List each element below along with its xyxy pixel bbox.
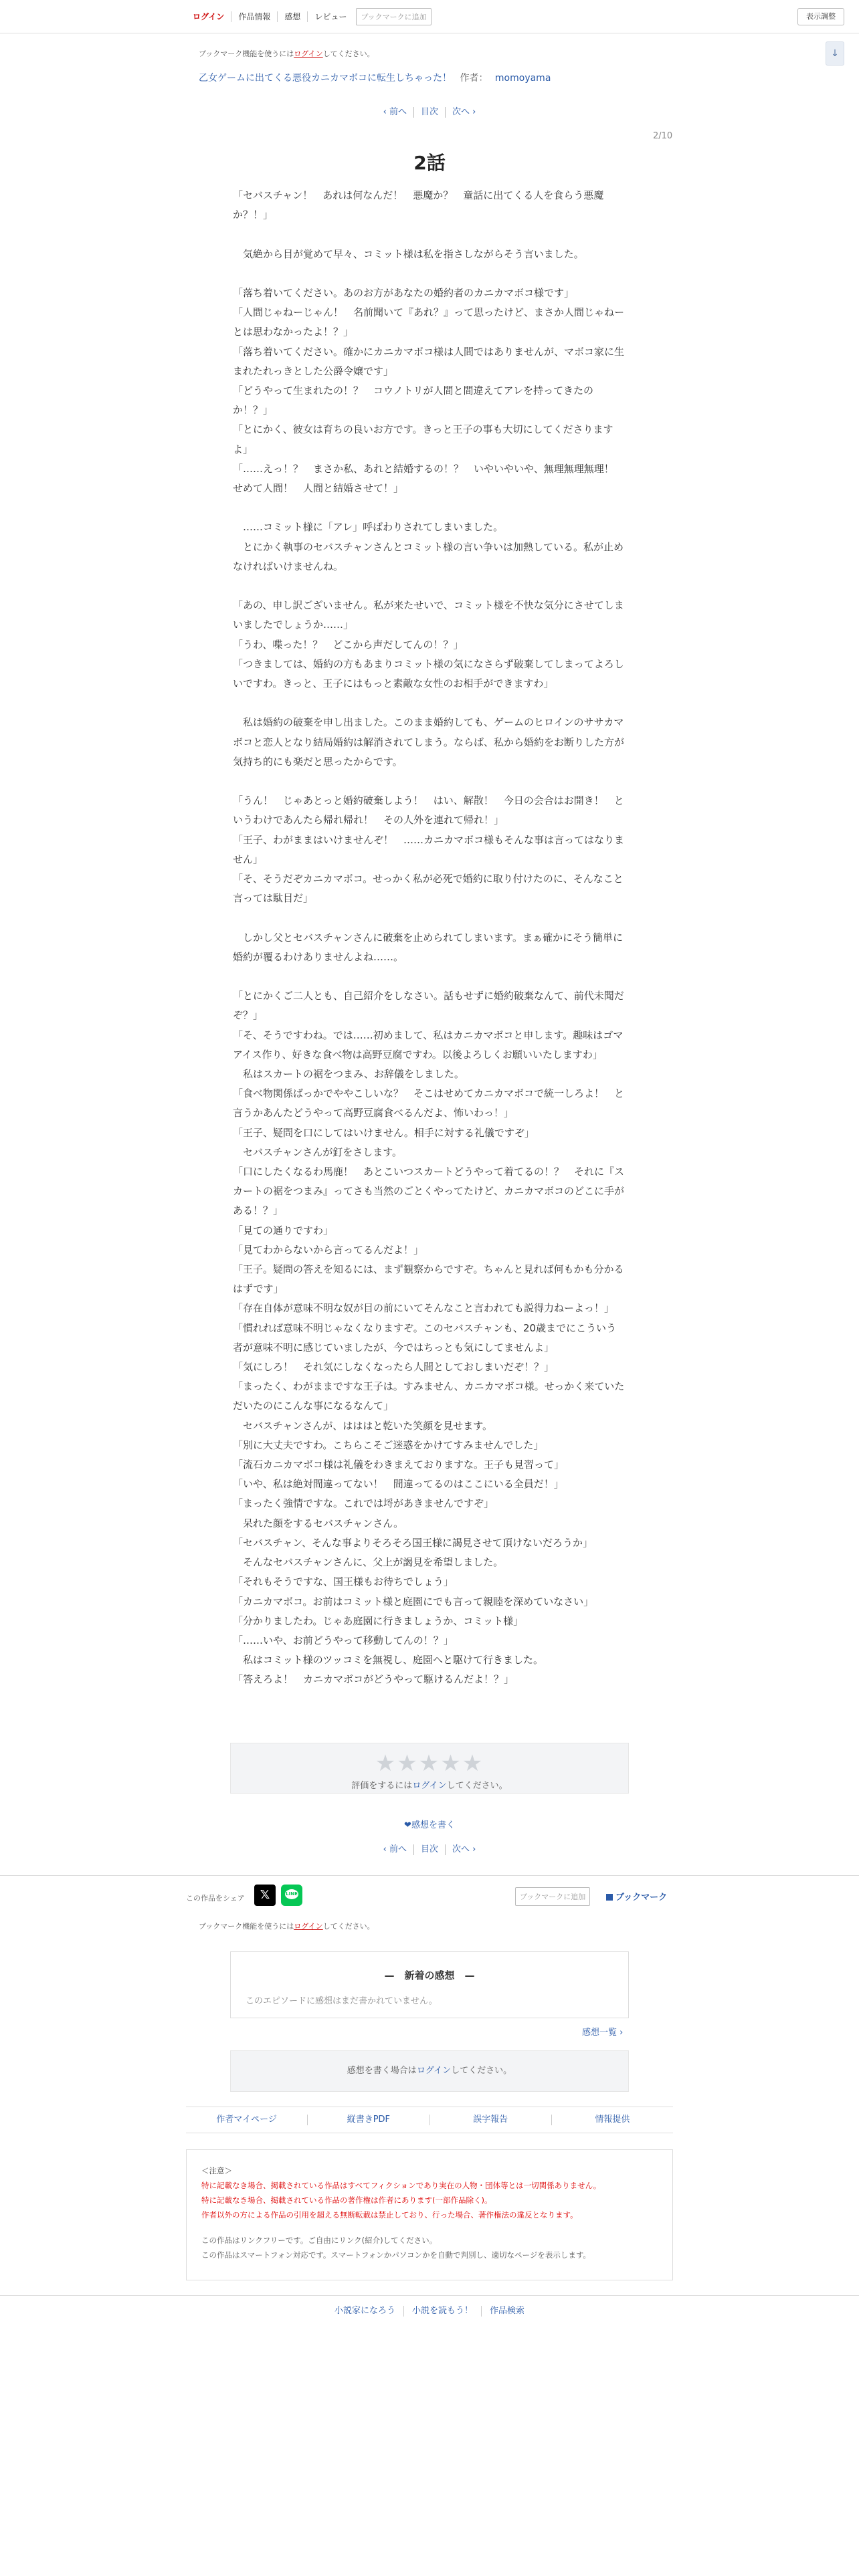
bookmark-notice <box>199 48 375 59</box>
caution-title: ＜注意＞ <box>201 2166 232 2175</box>
rating-note <box>231 1778 628 1791</box>
body-paragraph: 「流石カニカマボコ様は礼儀をわきまえておりますな。王子も見習って」 <box>233 1459 565 1471</box>
bookmark-add-button[interactable]: ブックマークに追加 <box>356 8 431 25</box>
divider <box>0 1875 859 1876</box>
bookmark-icon <box>606 1894 613 1901</box>
body-paragraph <box>233 264 626 284</box>
body-paragraph: 「見てわからないから言ってるんだよ！」 <box>233 1243 424 1256</box>
info-report-link[interactable]: 情報提供 <box>595 2115 630 2125</box>
body-paragraph: 「王子、疑問を口にしてはいけません。相手に対する礼儀ですぞ」 <box>233 1126 535 1139</box>
body-paragraph: 呆れた顔をするセバスチャンさん。 <box>233 1517 404 1529</box>
author-mypage-link[interactable]: 作者マイページ <box>186 2115 308 2125</box>
prev-link[interactable]: ‹ 前へ <box>377 1844 414 1855</box>
bookmark-add-button-bottom[interactable]: ブックマークに追加 <box>515 1887 590 1906</box>
body-paragraph: 「どうやって生まれたの！？ コウノトリが人間と間違えてアレを持ってきたのか！？」 <box>233 385 593 417</box>
body-paragraph <box>233 967 626 986</box>
bookmark-link-label: ブックマーク <box>615 1893 668 1903</box>
rating-box <box>230 1743 629 1794</box>
impression-login-suffix: してください。 <box>451 2066 512 2076</box>
body-paragraph: セバスチャンさんが、はははと乾いた笑顔を見せます。 <box>233 1419 493 1432</box>
footer-link-search[interactable]: 作品検索 <box>490 2306 525 2316</box>
series-title-link[interactable]: 乙女ゲームに出てくる悪役カニカマボコに転生しちゃった！ <box>199 73 452 84</box>
body-paragraph: 「うん！ じゃあとっと婚約破棄しよう！ はい、解散！ 今日の会合はお開き！ というわけであんたら帰れ帰れ！ その人外を連れて帰れ！」 <box>233 794 624 827</box>
body-paragraph: そんなセバスチャンさんに、父上が謁見を希望しました。 <box>233 1556 504 1569</box>
body-paragraph: 「まったく、わがままですな王子は。すみません、カニカマボコ様。せっかく来ていただいたのにこんな事になるなんて」 <box>233 1380 625 1412</box>
nav-work-info[interactable]: 作品情報 <box>231 11 278 22</box>
caution-line: この作品はスマートフォン対応です。スマートフォンかパソコンかを自動で判別し、適切なページを表示します。 <box>201 2250 591 2260</box>
body-paragraph: 「存在自体が意味不明な奴が目の前にいてそんなこと言われても説得力ねーよっ！」 <box>233 1302 615 1315</box>
body-paragraph: 「つきましては、婚約の方もあまりコミット様の気になさらず破棄してしまってよろしいですわ。きっと、王子にはもっと素敵な女性のお相手ができますわ」 <box>233 657 624 690</box>
vertical-pdf-link[interactable]: 縦書きPDF <box>308 2115 430 2125</box>
arrow-down-icon[interactable]: ↓ <box>826 41 844 66</box>
body-paragraph: 「落ち着いてください。あのお方があなたの婚約者のカニカマボコ様です」 <box>233 286 575 299</box>
body-paragraph <box>233 908 626 928</box>
bookmark-notice-suffix: してください。 <box>322 1922 375 1931</box>
body-paragraph: しかし父とセバスチャンさんに破棄を止められてしまいます。まぁ確かにそう簡単に婚約が覆るわけありませんよね……。 <box>233 931 624 963</box>
write-impression-link[interactable]: ❤感想を書く <box>404 1820 455 1830</box>
header-nav <box>186 8 432 25</box>
caution-line: 作者以外の方による作品の引用を超える無断転載は禁止しており、行った場合、著作権法の違反となります。 <box>201 2210 578 2220</box>
body-paragraph <box>233 576 626 596</box>
body-paragraph: 「うわ、喋った！？ どこから声だしてんの！？」 <box>233 638 464 651</box>
caution-line: 特に記載なき場合、掲載されている作品の著作権は作者にあります(一部作品除く)。 <box>201 2195 492 2205</box>
body-paragraph: 「王子、わがままはいけませんぞ！ ……カニカマボコ様もそんな事は言ってはなりません」 <box>233 833 625 865</box>
body-paragraph: 「気にしろ！ それ気にしなくなったら人間としておしまいだぞ！？」 <box>233 1361 555 1374</box>
body-paragraph: セバスチャンさんが釘をさします。 <box>233 1146 403 1158</box>
spacer <box>201 2222 658 2233</box>
divider <box>0 2295 859 2296</box>
body-paragraph <box>233 693 626 713</box>
body-paragraph: ……コミット様に「アレ」呼ばわりされてしまいました。 <box>233 521 504 534</box>
latest-impressions-box <box>230 1951 629 2018</box>
site-header <box>0 0 859 33</box>
next-link[interactable]: 次へ › <box>452 1844 476 1854</box>
chapter-title: 2話 <box>413 152 446 174</box>
nav-login[interactable]: ログイン <box>186 11 231 22</box>
body-paragraph: 「口にしたくなるわ馬鹿！ あとこいつスカートどうやって着てるの！？ それに『スカートの裾をつまみ』ってさも当然のごとくやってたけど、カニカマボコのどこに手がある！？」 <box>233 1166 625 1217</box>
next-link[interactable]: 次へ › <box>452 107 476 117</box>
bookmark-notice-suffix: してください。 <box>322 49 375 58</box>
caution-line: この作品はリンクフリーです。ご自由にリンク(紹介)してください。 <box>201 2236 438 2245</box>
caution-line: 特に記載なき場合、掲載されている作品はすべてフィクションであり実在の人物・団体等とは一切関係ありません。 <box>201 2181 601 2190</box>
body-paragraph: 「そ、そうだぞカニカマボコ。せっかく私が必死で婚約に取り付けたのに、そんなこと言っては駄目だ」 <box>233 873 624 905</box>
body-paragraph: 「……えっ！？ まさか私、あれと結婚するの！？ いやいやいや、無理無理無理！ せめて人間！ 人間と結婚させて！」 <box>233 462 624 495</box>
line-icon-text: LINE <box>285 1889 298 1899</box>
series-info <box>199 71 551 84</box>
body-paragraph: 「慣れれば意味不明じゃなくなりますぞ。このセバスチャンも、20歳までにこういう者が意味不明に感じていましたが、今ではちっとも気にしてませんよ」 <box>233 1321 617 1354</box>
bookmark-link[interactable] <box>606 1890 667 1903</box>
body-paragraph: 「あの、申し訳ございません。私が来たせいで、コミット様を不快な気分にさせてしまいましたでしょうか……」 <box>233 599 624 631</box>
body-paragraph: 「いや、私は絶対間違ってない！ 間違ってるのはここにいる全員だ！」 <box>233 1478 564 1491</box>
body-paragraph: 「セバスチャン！ あれは何なんだ！ 悪魔か？ 童話に出てくる人を食らう悪魔か？！」 <box>233 189 604 221</box>
author-label: 作者： <box>460 73 488 84</box>
body-paragraph: 「見ての通りですわ」 <box>233 1224 334 1237</box>
body-paragraph: 「王子。疑問の答えを知るには、まず観察からですぞ。ちゃんと見れば何もかも分かるはずです」 <box>233 1263 624 1295</box>
footer-links <box>0 2306 859 2317</box>
body-paragraph: とにかく執事のセバスチャンさんとコミット様の言い争いは加熱している。私が止めなければいけませんね。 <box>233 540 624 572</box>
body-paragraph: 「そ、そうですわね。では……初めまして、私はカニカマボコと申します。趣味はゴマアイス作り、好きな食べ物は高野豆腐ですわ。以後よろしくお願いいたしますわ」 <box>233 1029 624 1061</box>
display-settings-button[interactable]: 表示調整 <box>797 8 844 25</box>
caution-box <box>186 2149 673 2280</box>
body-paragraph: 「……いや、お前どうやって移動してんの！？」 <box>233 1634 454 1646</box>
work-links <box>186 2107 673 2133</box>
rating-note-suffix: してください。 <box>446 1781 508 1791</box>
body-paragraph: 私は婚約の破棄を申し出ました。このまま婚約しても、ゲームのヒロインのササカマボコと恋人となり結局婚約は解消されてしまう。ならば、私から婚約をお断りした方が気持ち的にも楽だと思ったからです。 <box>233 716 625 768</box>
footer-link-narou[interactable]: 小説家になろう <box>326 2306 404 2317</box>
body-paragraph: 私はコミット様のツッコミを無視し、庭園へと駆けて行きました。 <box>233 1654 543 1667</box>
body-paragraph: 「別に大丈夫ですわ。こちらこそご迷惑をかけてすみませんでした」 <box>233 1438 544 1451</box>
impressions-empty-text: このエピソードに感想はまだ書かれていません。 <box>246 1996 438 2006</box>
body-paragraph: 「セバスチャン、そんな事よりそろそろ国王様に謁見させて頂けないだろうか」 <box>233 1536 593 1549</box>
footer-link-yomou[interactable]: 小説を読もう！ <box>404 2306 482 2317</box>
body-paragraph: 「まったく強情ですな。これでは埒があきませんですぞ」 <box>233 1497 494 1510</box>
body-paragraph: 「食べ物関係ばっかでややこしいな？ そこはせめてカニカマボコで統一しろよ！ と言うかあんたどうやって高野豆腐食べるんだよ、怖いわっ！」 <box>233 1087 625 1119</box>
body-paragraph: 「とにかくご二人とも、自己紹介をしなさい。話もせずに婚約破棄なんて、前代未聞だぞ？」 <box>233 990 624 1022</box>
impressions-list-link[interactable]: 感想一覧 › <box>582 2028 624 2038</box>
body-paragraph: 私はスカートの裾をつまみ、お辞儀をしました。 <box>233 1068 464 1081</box>
body-paragraph: 「それもそうですな、国王様もお待ちでしょう」 <box>233 1576 454 1588</box>
body-paragraph: 「カニカマボコ。お前はコミット様と庭園にでも言って親睦を深めていなさい」 <box>233 1595 594 1608</box>
page-count: 2/10 <box>653 131 673 141</box>
body-paragraph <box>233 225 626 244</box>
toc-link[interactable]: 目次 <box>414 107 446 118</box>
novel-body <box>233 186 626 1690</box>
author-link[interactable]: momoyama <box>494 73 551 84</box>
body-paragraph: 「人間じゃねーじゃん！ 名前聞いて『あれ？』って思ったけど、まさか人間じゃねーとは思わなかったよ！？」 <box>233 306 625 338</box>
impression-login-text: 感想を書く場合は <box>347 2066 417 2076</box>
impressions-title: — 新着の感想 — <box>384 1969 475 1981</box>
episode-pager-bottom <box>0 1844 859 1855</box>
body-paragraph: 気絶から目が覚めて早々、コミット様は私を指さしながらそう言いました。 <box>233 247 584 260</box>
impression-login-link[interactable]: ログイン <box>416 2066 452 2076</box>
body-paragraph: 「分かりましたわ。じゃあ庭園に行きましょうか、コミット様」 <box>233 1614 524 1627</box>
toc-link[interactable]: 目次 <box>414 1844 446 1855</box>
line-share-icon[interactable] <box>281 1885 302 1906</box>
prev-link[interactable]: ‹ 前へ <box>377 107 414 118</box>
impression-login-box <box>230 2050 629 2092</box>
body-paragraph <box>233 772 626 791</box>
nav-impressions[interactable]: 感想 <box>278 11 308 22</box>
body-paragraph <box>233 498 626 518</box>
body-paragraph: 「とにかく、彼女は育ちの良いお方です。きっと王子の事も大切にしてくださりますよ」 <box>233 423 613 455</box>
body-paragraph: 「落ち着いてください。確かにカニカマボコ様は人間ではありませんが、マボコ家に生まれたれっきとした公爵令嬢です」 <box>233 345 625 377</box>
rating-note-text: 評価をするには <box>351 1781 413 1791</box>
nav-reviews[interactable]: レビュー <box>314 12 347 21</box>
x-share-icon[interactable]: 𝕏 <box>254 1885 276 1906</box>
bookmark-notice-text: ブックマーク機能を使うには <box>199 49 294 58</box>
bookmark-notice-login-link[interactable]: ログイン <box>294 49 323 58</box>
bookmark-notice-bottom <box>199 1921 375 1931</box>
rating-login-link[interactable]: ログイン <box>412 1781 447 1791</box>
bookmark-notice-login-link[interactable]: ログイン <box>294 1922 323 1931</box>
share-label: この作品をシェア <box>186 1894 245 1903</box>
typo-report-link[interactable]: 誤字報告 <box>430 2115 552 2125</box>
rating-stars: ★★★★★ <box>375 1750 484 1777</box>
body-paragraph: 「答えろよ！ カニカマボコがどうやって駆けるんだよ！？」 <box>233 1673 514 1686</box>
episode-pager-top <box>0 107 859 118</box>
bookmark-notice-text: ブックマーク機能を使うには <box>199 1922 294 1931</box>
